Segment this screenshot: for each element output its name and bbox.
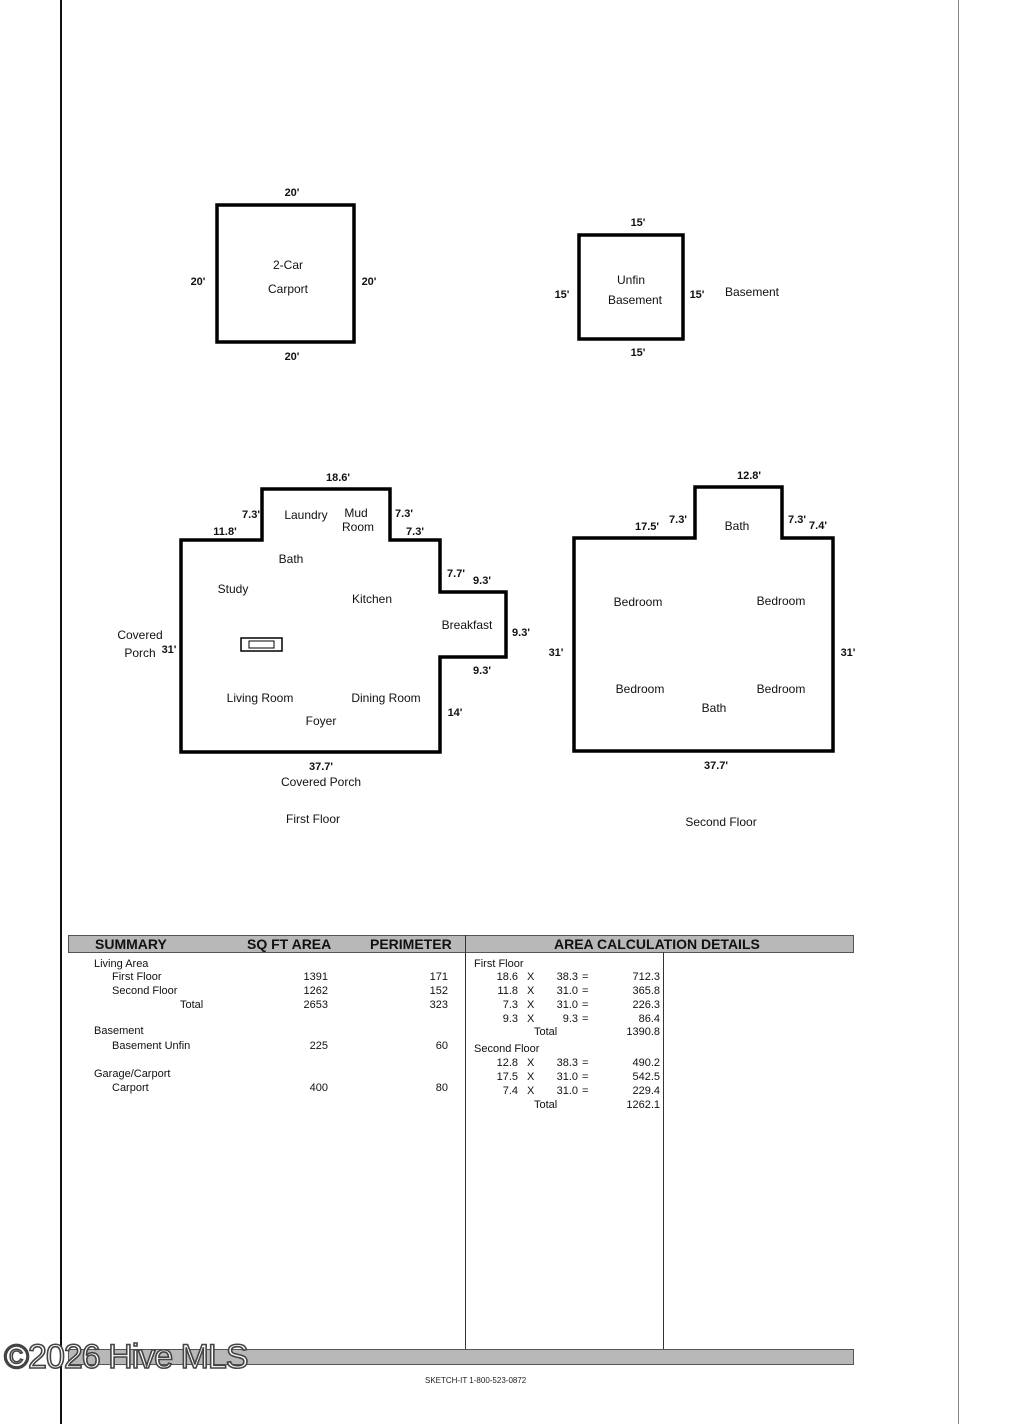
details-second-floor-title: Second Floor [474, 1043, 540, 1055]
covered-porch-left-1: Covered [117, 628, 163, 642]
carport-dim-top: 20' [284, 187, 300, 199]
calc-times: X [527, 1013, 535, 1025]
area-summary-table [68, 935, 854, 1367]
calc-value: 490.2 [632, 1057, 660, 1069]
basement-caption: Basement [724, 285, 780, 299]
first-floor-diagram [117, 472, 530, 826]
row-perim-basement-unfin: 60 [435, 1040, 448, 1052]
calc-factor: 31.0 [556, 1085, 578, 1097]
room-bath-lower: Bath [701, 701, 727, 715]
calc-line: 7.4 [502, 1085, 518, 1097]
calc-line: 17.5 [496, 1071, 518, 1083]
row-perim-carport: 80 [435, 1082, 448, 1094]
calc-times: X [527, 1057, 535, 1069]
calc-times: X [527, 1071, 535, 1083]
ff-dim-bump-bottom: 9.3' [473, 665, 491, 677]
basement-dim-bottom: 15' [630, 347, 646, 359]
calc-equals: = [582, 999, 589, 1011]
carport-dim-bottom: 20' [284, 351, 300, 363]
calc-factor: 31.0 [556, 999, 578, 1011]
room-mud: Mud [344, 506, 368, 520]
carport-label-2: Carport [267, 282, 309, 296]
fireplace-symbol [241, 638, 282, 651]
calc-equals: = [582, 1013, 589, 1025]
room-mud-room: Room [341, 520, 375, 534]
calc-value: 229.4 [632, 1085, 660, 1097]
watermark-text: ©2026 Hive MLS [4, 1338, 248, 1376]
calc-equals: = [582, 1071, 589, 1083]
header-area-calculation-details: AREA CALCULATION DETAILS [554, 936, 760, 952]
ff-dim-right-lower: 14' [447, 707, 463, 719]
room-laundry: Laundry [284, 508, 328, 522]
calc-total-label: Total [534, 1099, 558, 1111]
calc-total-value: 1390.8 [626, 1026, 660, 1038]
row-label-basement-unfin: Basement Unfin [112, 1040, 191, 1052]
calc-times: X [527, 999, 535, 1011]
row-area-first-floor: 1391 [303, 971, 328, 983]
calc-line: 18.6 [496, 971, 518, 983]
calc-value: 542.5 [632, 1071, 660, 1083]
room-living-room: Living Room [226, 691, 294, 705]
second-floor-caption: Second Floor [685, 815, 757, 829]
calc-line: 11.8 [497, 985, 518, 997]
row-area-total: 2653 [303, 999, 328, 1011]
sf-dim-bottom: 37.7' [703, 760, 729, 772]
basement-diagram [555, 217, 780, 359]
header-perimeter: PERIMETER [370, 936, 452, 952]
header-summary: SUMMARY [95, 936, 167, 952]
covered-porch-left-2: Porch [124, 646, 156, 660]
room-bedroom-2: Bedroom [756, 594, 806, 608]
carport-dim-left: 20' [190, 276, 206, 288]
first-floor-caption: First Floor [286, 812, 340, 826]
sketch-footer: SKETCH-IT 1-800-523-0872 [425, 1376, 527, 1385]
room-foyer: Foyer [305, 714, 337, 728]
room-bath-upper: Bath [724, 519, 750, 533]
calc-times: X [527, 1085, 535, 1097]
sf-dim-left-top: 17.5' [634, 521, 660, 533]
room-bedroom-1: Bedroom [613, 595, 663, 609]
details-first-floor-title: First Floor [474, 958, 524, 970]
ff-dim-left: 31' [161, 644, 177, 656]
calc-equals: = [582, 985, 589, 997]
ff-dim-step-left: 7.3' [242, 509, 260, 521]
calc-value: 86.4 [638, 1013, 660, 1025]
calc-equals: = [582, 971, 589, 983]
calc-factor: 31.0 [556, 1071, 578, 1083]
calc-factor: 31.0 [556, 985, 578, 997]
row-label-carport: Carport [112, 1082, 149, 1094]
ff-dim-bump-right: 9.3' [512, 627, 530, 639]
carport-dim-right: 20' [361, 276, 377, 288]
ff-dim-top: 18.6' [325, 472, 351, 484]
room-dining-room: Dining Room [351, 691, 421, 705]
carport-outline [217, 205, 354, 342]
calc-factor: 38.3 [556, 1057, 578, 1069]
room-bedroom-4: Bedroom [756, 682, 806, 696]
basement-dim-top: 15' [630, 217, 646, 229]
basement-label-2: Basement [607, 293, 663, 307]
row-perim-second-floor: 152 [429, 985, 448, 997]
room-bedroom-3: Bedroom [615, 682, 665, 696]
row-label-total: Total [180, 999, 204, 1011]
calc-times: X [527, 971, 535, 983]
sf-dim-right-top: 7.4' [809, 520, 827, 532]
calc-value: 226.3 [632, 999, 660, 1011]
room-bath: Bath [278, 552, 304, 566]
row-area-carport: 400 [309, 1082, 328, 1094]
row-label-basement: Basement [94, 1025, 144, 1037]
ff-dim-left-top: 11.8' [213, 526, 237, 538]
sf-dim-step-left: 7.3' [669, 514, 687, 526]
calc-equals: = [582, 1057, 589, 1069]
sf-dim-step-right: 7.3' [788, 514, 806, 526]
row-label-second-floor: Second Floor [112, 985, 178, 997]
row-area-basement-unfin: 225 [309, 1040, 328, 1052]
row-label-living-area: Living Area [94, 958, 149, 970]
ff-dim-bump-top: 9.3' [473, 575, 491, 587]
calc-value: 365.8 [632, 985, 660, 997]
calc-factor: 38.3 [556, 971, 578, 983]
row-label-garage-carport: Garage/Carport [94, 1068, 171, 1080]
room-breakfast: Breakfast [441, 618, 493, 632]
calc-line: 7.3 [502, 999, 518, 1011]
second-floor-diagram [549, 470, 856, 829]
basement-dim-left: 15' [554, 289, 570, 301]
calc-value: 712.3 [632, 971, 660, 983]
calc-total-label: Total [534, 1026, 558, 1038]
header-sq-ft-area: SQ FT AREA [247, 936, 332, 952]
ff-dim-bottom: 37.7' [308, 761, 334, 773]
room-study: Study [217, 582, 249, 596]
fireplace-symbol-inner [249, 641, 274, 648]
sf-dim-left: 31' [548, 647, 564, 659]
calc-total-value: 1262.1 [626, 1099, 660, 1111]
row-area-second-floor: 1262 [303, 985, 328, 997]
covered-porch-bottom: Covered Porch [280, 775, 362, 789]
ff-dim-step-right: 7.3' [395, 508, 413, 520]
basement-outline [579, 235, 683, 339]
details-divider [663, 952, 664, 1349]
ff-dim-jog-down: 7.7' [447, 568, 465, 580]
sf-dim-right: 31' [840, 647, 856, 659]
summary-divider [465, 935, 466, 1349]
ff-dim-right-top: 7.3' [406, 526, 424, 538]
room-kitchen: Kitchen [351, 592, 393, 606]
basement-dim-right: 15' [689, 289, 705, 301]
calc-times: X [527, 985, 535, 997]
calc-line: 12.8 [496, 1057, 518, 1069]
row-perim-total: 323 [429, 999, 448, 1011]
carport-label-1: 2-Car [272, 258, 304, 272]
row-label-first-floor: First Floor [112, 971, 162, 983]
sf-dim-top: 12.8' [736, 470, 762, 482]
calc-equals: = [582, 1085, 589, 1097]
calc-factor: 9.3 [562, 1013, 578, 1025]
calc-line: 9.3 [502, 1013, 518, 1025]
basement-label-1: Unfin [616, 273, 646, 287]
carport-diagram [191, 187, 377, 363]
row-perim-first-floor: 171 [429, 971, 448, 983]
